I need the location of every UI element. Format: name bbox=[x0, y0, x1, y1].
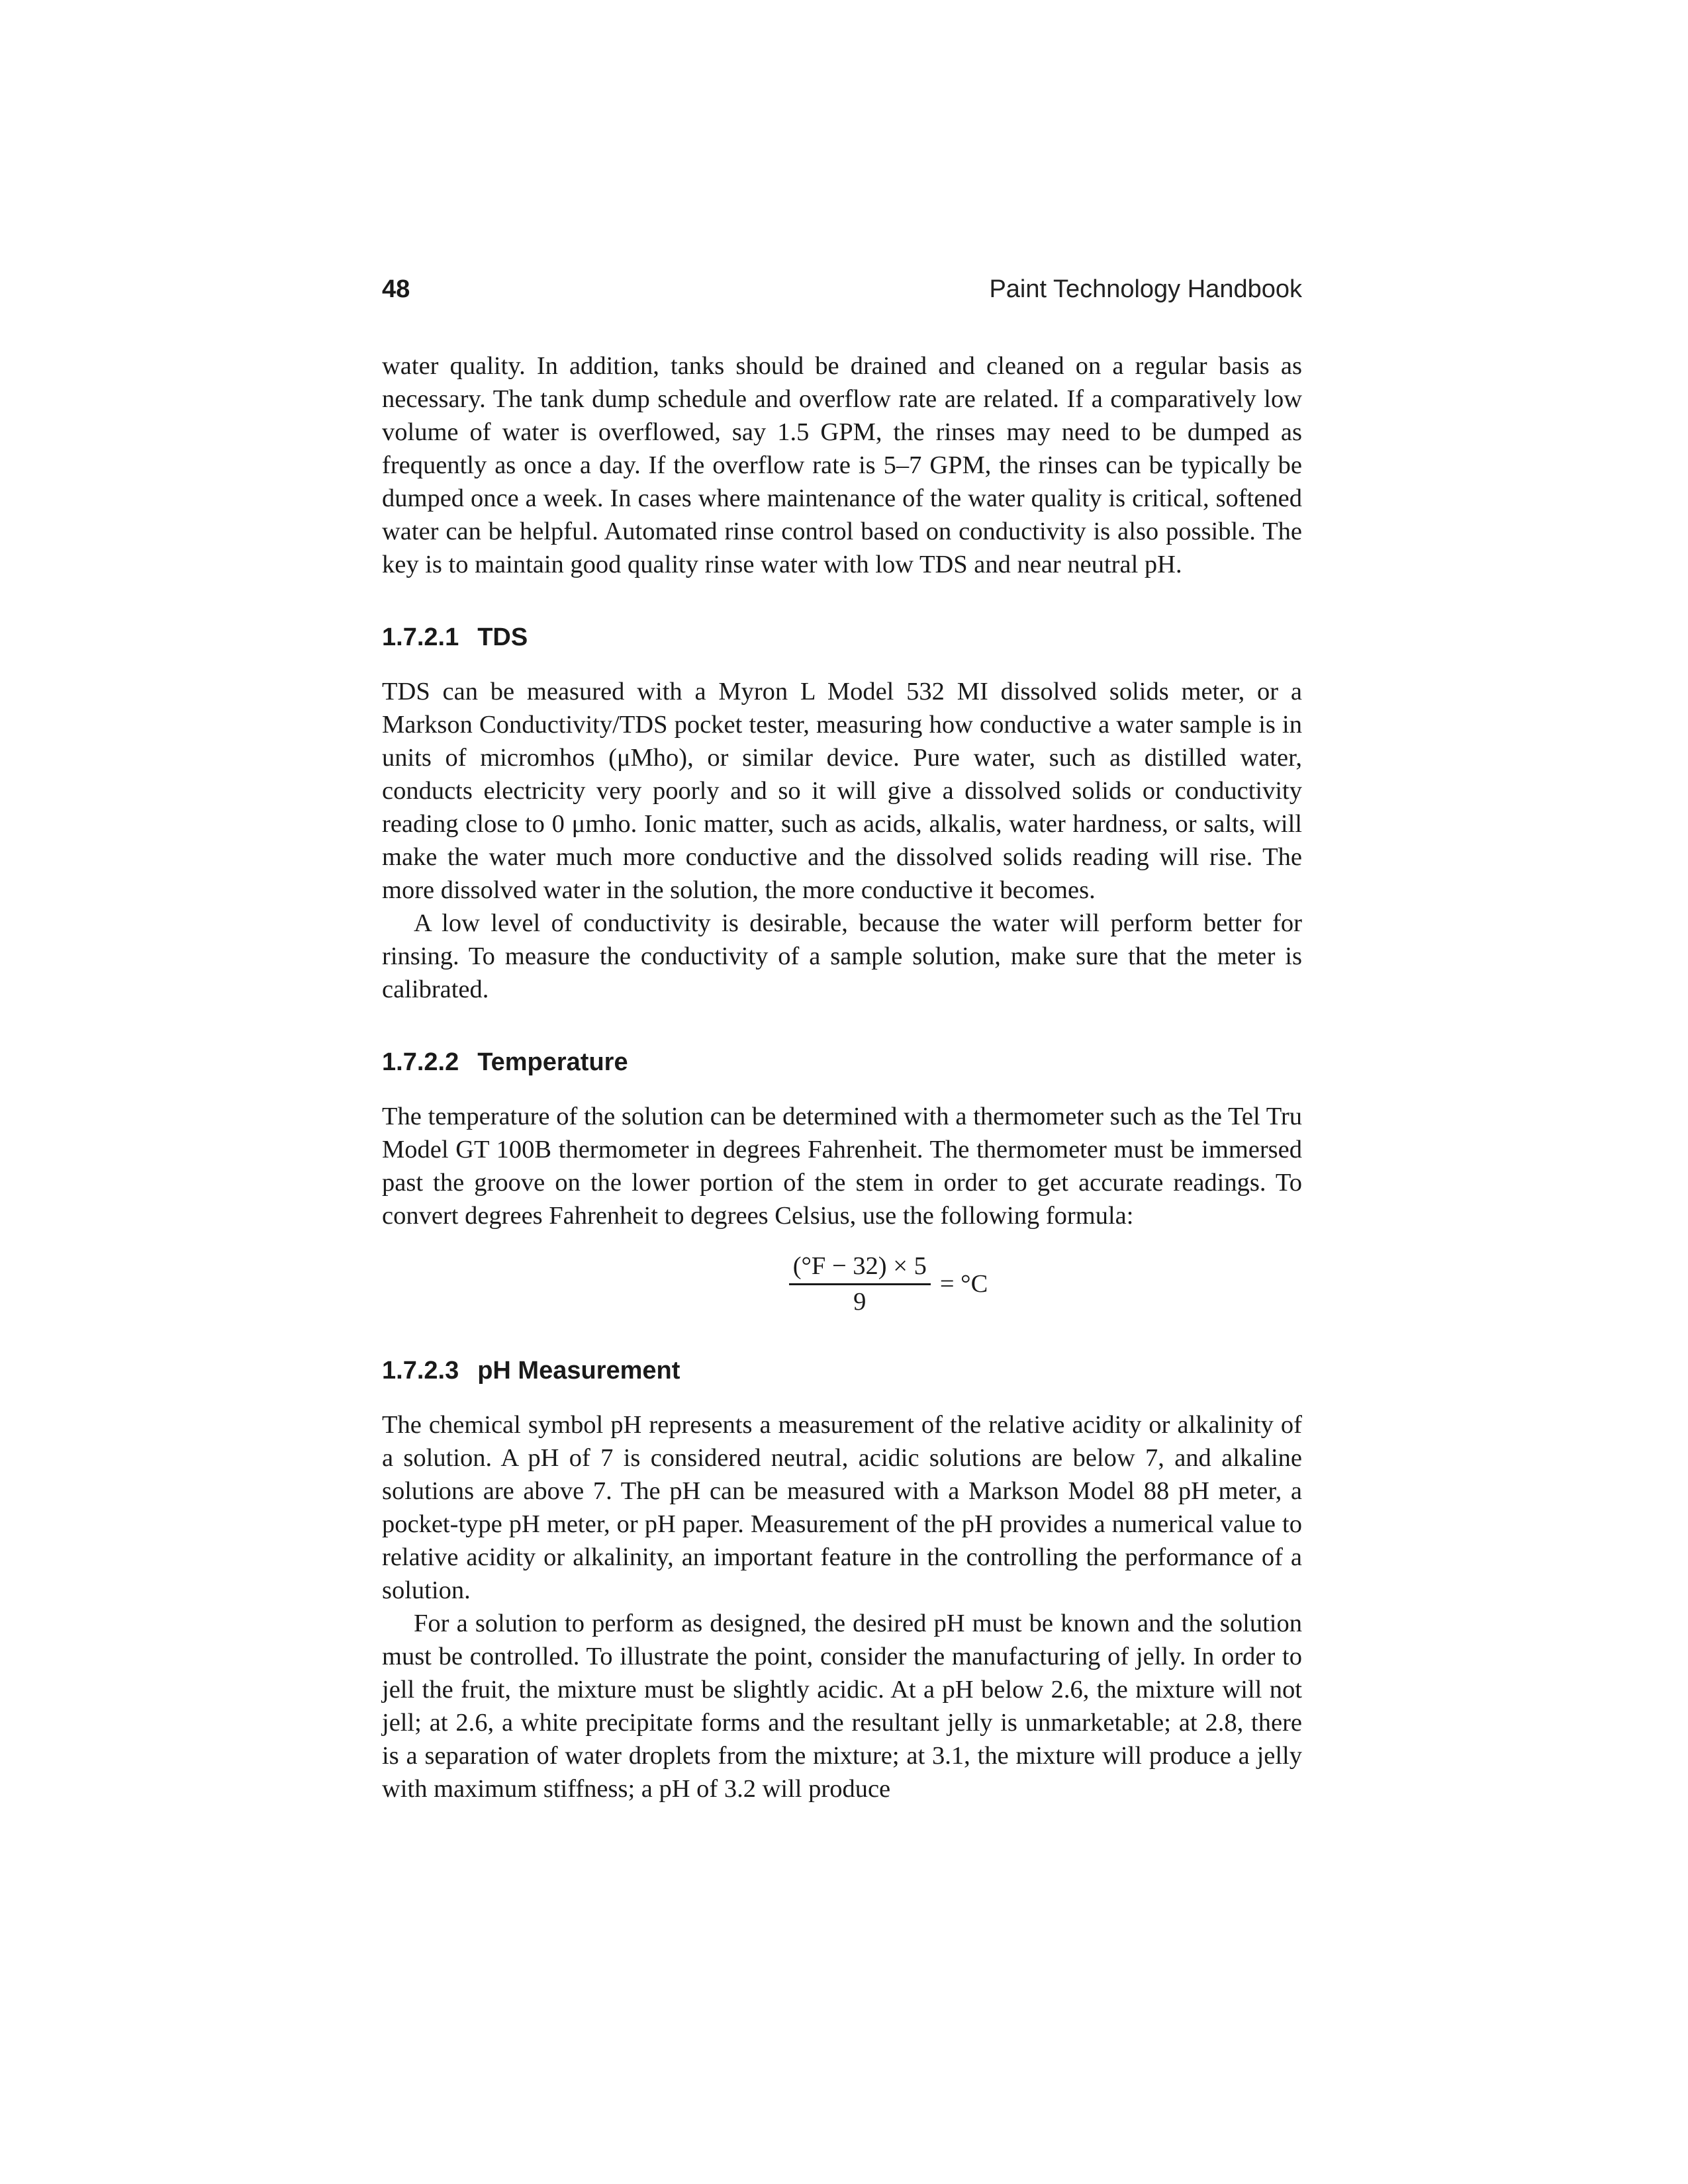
ph-paragraph-1: The chemical symbol pH represents a measurement of the relative acidity or alkalinity of a solution. A pH of 7 is considered neutral, acidic solutions are below 7, and alkaline solutions are above 7. The pH can be measured with a Markson Model 88 pH meter, a pocket-type pH meter, or pH paper. Measurement of the pH provides a numerical value to relative acidity or alkalinity, an important feature in the controlling the performance of a solution. bbox=[382, 1411, 1302, 1604]
formula-denominator: 9 bbox=[853, 1287, 867, 1316]
section-title: TDS bbox=[477, 623, 528, 651]
ph-paragraph-2: For a solution to perform as designed, the desired pH must be known and the solution must be controlled. To illustrate the point, consider the manufacturing of jelly. In order to jell the fruit, the mixture must be slightly acidic. At a pH below 2.6, the mixture will not jell; at 2.6, a white precipitate forms and the resultant jelly is unmarketable; at 2.8, there is a separation of water droplets from the mixture; at 3.1, the mixture will produce a jelly with maximum stiffness; a pH of 3.2 will produce bbox=[382, 1610, 1302, 1803]
section-heading-ph bbox=[382, 1358, 1302, 1383]
page bbox=[382, 277, 1302, 1805]
section-heading-tds bbox=[382, 625, 1302, 650]
section-number: 1.7.2.3 bbox=[382, 1357, 459, 1385]
formula-numerator: (°F − 32) × 5 bbox=[789, 1253, 931, 1285]
formula-result: = °C bbox=[939, 1269, 988, 1298]
page-number: 48 bbox=[382, 275, 410, 303]
tds-paragraph-2: A low level of conductivity is desirable, because the water will perform better for rinsing. To measure the conductivity of a sample solution, make sure that the meter is calibrated. bbox=[382, 909, 1302, 1003]
tds-paragraph-1: TDS can be measured with a Myron L Model 532 MI dissolved solids meter, or a Markson Conductivity/TDS pocket tester, measuring how conductive a water sample is in units of micromhos (μMho), or similar device. Pure water, such as distilled water, conducts electricity very poorly and so it will give a dissolved solids or conductivity reading close to 0 μmho. Ionic matter, such as acids, alkalis, water hardness, or salts, will make the water much more conductive and the dissolved solids reading will rise. The more dissolved water in the solution, the more conductive it becomes. bbox=[382, 678, 1302, 904]
formula-fraction bbox=[789, 1253, 931, 1314]
running-head bbox=[382, 277, 1302, 302]
section-title: pH Measurement bbox=[477, 1357, 680, 1385]
section-number: 1.7.2.1 bbox=[382, 623, 459, 651]
intro-paragraph: water quality. In addition, tanks should be drained and cleaned on a regular basis as necessary. The tank dump schedule and overflow rate are related. If a comparatively low volume of water is overflowed, say 1.5 GPM, the rinses may need to be dumped as frequently as once a day. If the overflow rate is 5–7 GPM, the rinses can be typically be dumped once a week. In cases where maintenance of the water quality is critical, softened water can be helpful. Automated rinse control based on conductivity is also possible. The key is to maintain good quality rinse water with low TDS and near neutral pH. bbox=[382, 352, 1302, 578]
section-heading-temperature bbox=[382, 1050, 1302, 1075]
conversion-formula bbox=[382, 1253, 1302, 1314]
temperature-paragraph-1: The temperature of the solution can be determined with a thermometer such as the Tel Tru Model GT 100B thermometer in degrees Fahrenheit. The thermometer must be immersed past the groove on the lower portion of the stem in order to get accurate readings. To convert degrees Fahrenheit to degrees Celsius, use the following formula: bbox=[382, 1103, 1302, 1230]
book-title: Paint Technology Handbook bbox=[989, 275, 1302, 303]
section-number: 1.7.2.2 bbox=[382, 1048, 459, 1076]
section-title: Temperature bbox=[477, 1048, 628, 1076]
